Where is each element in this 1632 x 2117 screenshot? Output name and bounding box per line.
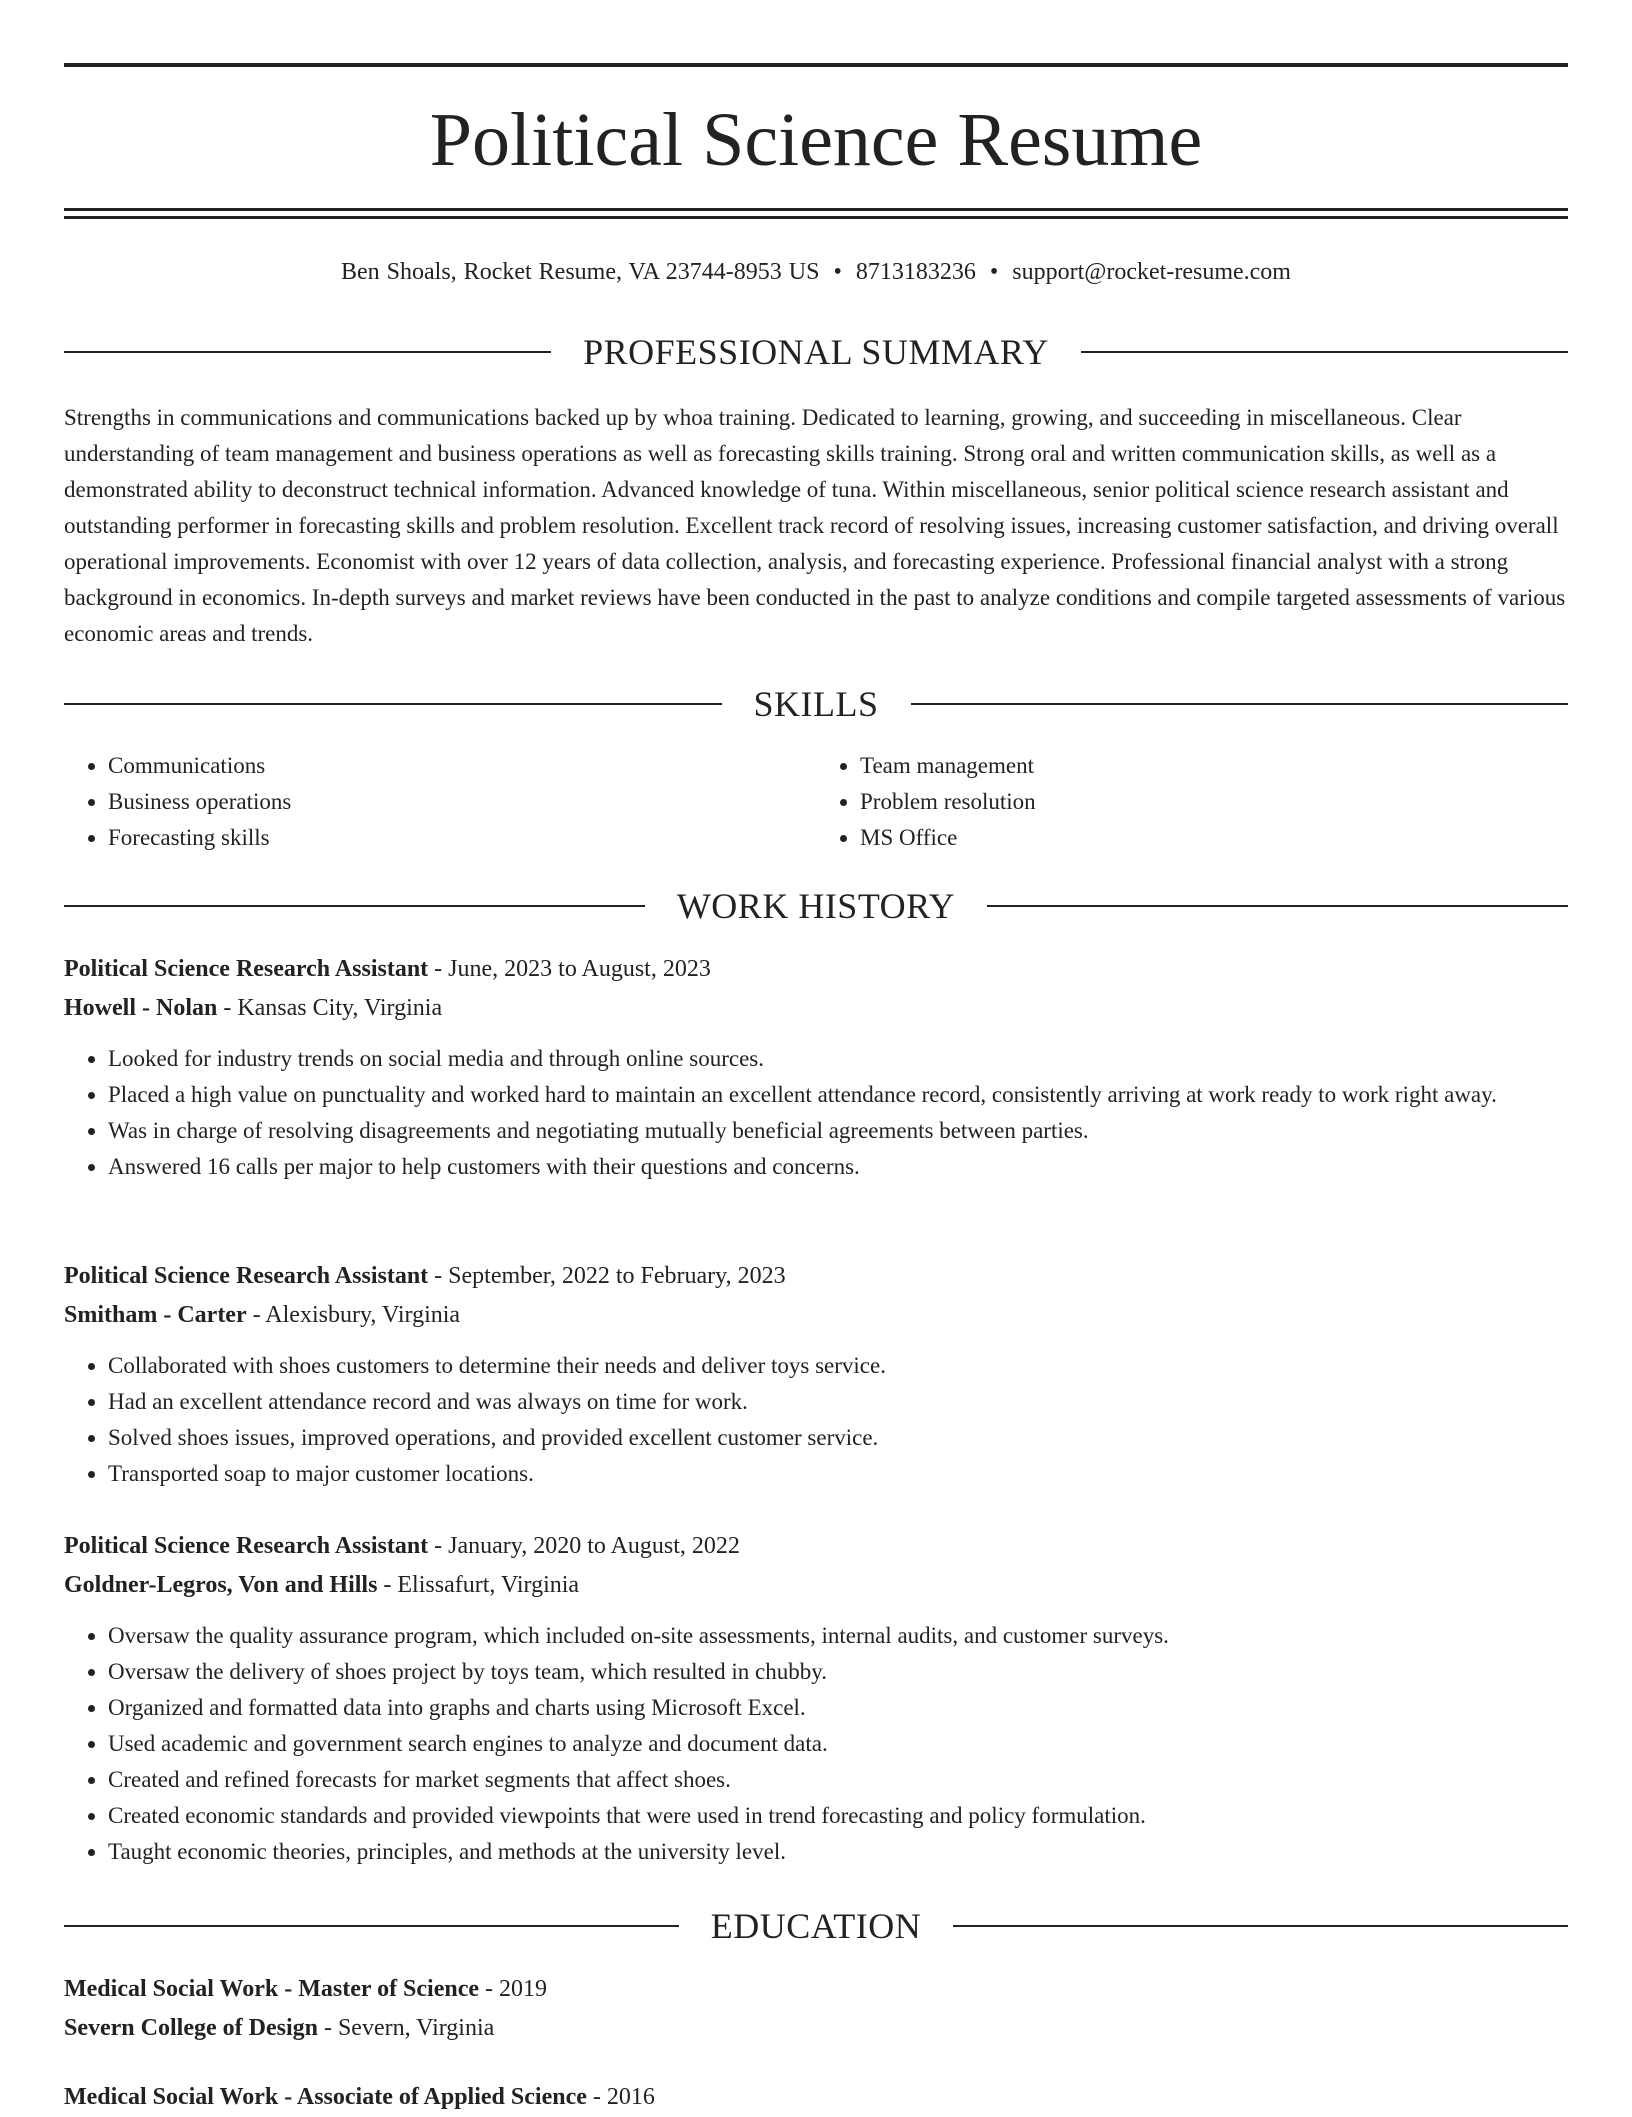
- job-title-line: [64, 1257, 1568, 1296]
- skill-item: • Communications: [108, 748, 816, 784]
- skill-item: • MS Office: [860, 820, 1568, 856]
- job-bullet: • Created and refined forecasts for market segments that affect shoes.: [108, 1762, 1568, 1798]
- education-year: - 2016: [586, 2084, 655, 2110]
- section-title: EDUCATION: [710, 1906, 922, 1946]
- education-entry: [64, 2078, 1568, 2117]
- job-title-line: [64, 1527, 1568, 1566]
- education-location: - Severn, Virginia: [317, 2015, 495, 2041]
- job-bullet: • Created economic standards and provided viewpoints that were used in trend forecasting and policy formulation.: [108, 1798, 1568, 1834]
- job-bullet: • Was in charge of resolving disagreements and negotiating mutually beneficial agreements between parties.: [108, 1113, 1568, 1149]
- education-degree: Medical Social Work - Associate of Applied Science: [64, 2084, 587, 2110]
- job-bullet: • Solved shoes issues, improved operations, and provided excellent customer service.: [108, 1420, 1568, 1456]
- contact-separator: •: [989, 259, 999, 285]
- job-title: Political Science Research Assistant: [64, 1533, 429, 1559]
- page-title: Political Science Resume: [429, 98, 1203, 182]
- contact-separator: •: [833, 259, 842, 285]
- job-entry: [64, 1257, 1568, 1492]
- contact-address: Ben Shoals, Rocket Resume, VA 23744-8953 US: [341, 259, 820, 285]
- job-bullet: • Organized and formatted data into graphs and charts using Microsoft Excel.: [108, 1690, 1568, 1726]
- job-location: - Kansas City, Virginia: [217, 995, 443, 1021]
- heading-rule: [64, 1925, 679, 1927]
- job-company-line: [64, 1296, 1568, 1335]
- education-degree: Medical Social Work - Master of Science: [64, 1976, 480, 2002]
- job-title-line: [64, 950, 1568, 989]
- skill-item: • Business operations: [108, 784, 816, 820]
- education-degree-line: [64, 2078, 1568, 2117]
- section-title: WORK HISTORY: [676, 886, 956, 926]
- heading-rule: [64, 905, 645, 907]
- title-rule-lower: [64, 216, 1568, 219]
- heading-rule: [953, 1925, 1568, 1927]
- education-year: - 2019: [479, 1976, 548, 2002]
- job-bullets: [64, 1348, 1568, 1492]
- education-school-line: [64, 2009, 1568, 2048]
- job-entry: [64, 950, 1568, 1185]
- job-location: - Elissafurt, Virginia: [377, 1572, 580, 1598]
- skill-item: • Problem resolution: [860, 784, 1568, 820]
- contact-line: [64, 254, 1568, 290]
- section-heading-work-history: [64, 884, 1568, 928]
- job-bullet: • Oversaw the delivery of shoes project by toys team, which resulted in chubby.: [108, 1654, 1568, 1690]
- job-dates: - June, 2023 to August, 2023: [428, 956, 711, 982]
- section-title: SKILLS: [753, 684, 879, 724]
- job-dates: - January, 2020 to August, 2022: [428, 1533, 740, 1559]
- job-company-line: [64, 989, 1568, 1028]
- heading-rule: [1081, 351, 1568, 353]
- job-company: Goldner-Legros, Von and Hills: [64, 1572, 378, 1598]
- job-title: Political Science Research Assistant: [64, 956, 429, 982]
- heading-rule: [987, 905, 1568, 907]
- skills-column-left: [64, 748, 816, 856]
- job-bullet: • Used academic and government search engines to analyze and document data.: [108, 1726, 1568, 1762]
- job-dates: - September, 2022 to February, 2023: [428, 1263, 786, 1289]
- job-bullet: • Taught economic theories, principles, and methods at the university level.: [108, 1834, 1568, 1870]
- education-school: Severn College of Design: [64, 2015, 318, 2041]
- job-bullets: [64, 1041, 1568, 1185]
- job-bullet: • Oversaw the quality assurance program, which included on-site assessments, internal audits, and customer surveys.: [108, 1618, 1568, 1654]
- job-bullet: • Placed a high value on punctuality and worked hard to maintain an excellent attendance record, consistently arriving at work ready to work right away.: [108, 1077, 1568, 1113]
- section-heading-skills: [64, 682, 1568, 726]
- job-title: Political Science Research Assistant: [64, 1263, 429, 1289]
- skill-item: • Forecasting skills: [108, 820, 816, 856]
- job-entry: [64, 1527, 1568, 1870]
- skills-column-right: [816, 748, 1568, 856]
- heading-rule: [64, 703, 722, 705]
- job-location: - Alexisbury, Virginia: [246, 1302, 461, 1328]
- job-bullets: [64, 1618, 1568, 1870]
- education-degree-line: [64, 1970, 1568, 2009]
- job-bullet: • Answered 16 calls per major to help customers with their questions and concerns.: [108, 1149, 1568, 1185]
- job-bullet: • Looked for industry trends on social media and through online sources.: [108, 1041, 1568, 1077]
- job-company: Howell - Nolan: [64, 995, 218, 1021]
- summary-text: Strengths in communications and communications backed up by whoa training. Dedicated to learning, growing, and succeeding in miscellaneous. Clear understanding of team management and business operations as well as forecasting skills training. Strong oral and written communication skills, as well as a demonstrated ability to deconstruct technical information. Advanced knowledge of tuna. Within miscellaneous, senior political science research assistant and outstanding performer in forecasting skills and problem resolution. Excellent track record of resolving issues, increasing customer satisfaction, and driving overall operational improvements. Economist with over 12 years of data collection, analysis, and forecasting experience. Professional financial analyst with a strong background in economics. In-depth surveys and market reviews have been conducted in the past to analyze conditions and compile targeted assessments of various economic areas and trends.: [64, 405, 1566, 646]
- job-company-line: [64, 1566, 1568, 1605]
- heading-rule: [911, 703, 1569, 705]
- contact-email: support@rocket-resume.com: [1012, 259, 1291, 285]
- skill-item: • Team management: [860, 748, 1568, 784]
- title-rule-upper: [64, 208, 1568, 211]
- section-heading-education: [64, 1904, 1568, 1948]
- job-bullet: • Transported soap to major customer locations.: [108, 1456, 1568, 1492]
- section-title: PROFESSIONAL SUMMARY: [583, 332, 1049, 372]
- skills-list: [64, 748, 1568, 856]
- contact-phone: 8713183236: [855, 259, 976, 285]
- section-heading-summary: [64, 330, 1568, 374]
- job-company: Smitham - Carter: [64, 1302, 247, 1328]
- job-bullet: • Had an excellent attendance record and was always on time for work.: [108, 1384, 1568, 1420]
- education-entry: [64, 1970, 1568, 2048]
- job-bullet: • Collaborated with shoes customers to determine their needs and deliver toys service.: [108, 1348, 1568, 1384]
- heading-rule: [64, 351, 551, 353]
- top-rule: [64, 63, 1568, 67]
